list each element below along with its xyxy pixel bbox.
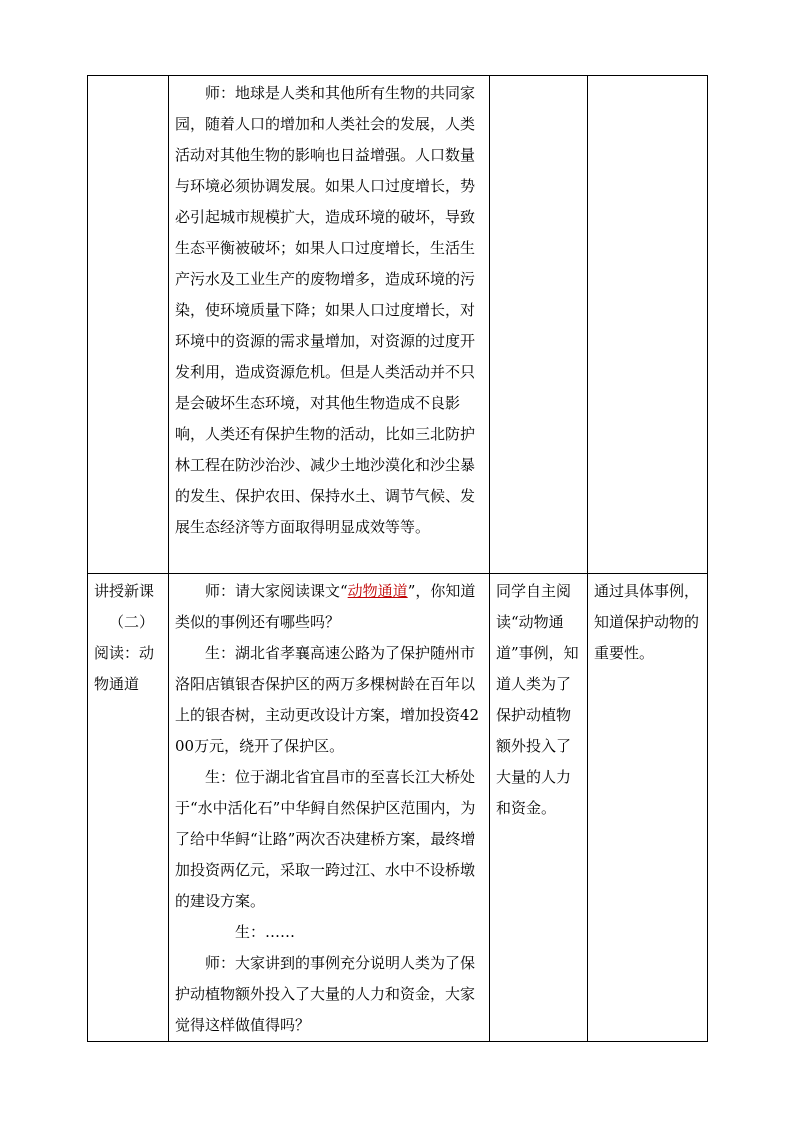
design-intent-cell [588,76,708,574]
teacher-question-prefix: 师：请大家阅读课文“ [205,582,348,600]
student-activity-text: 同学自主阅读“动物通道”事例，知道人类为了保护动植物额外投入了大量的人力和资金。 [496,582,579,817]
animal-passage-link[interactable]: 动物通道 [347,582,408,600]
design-intent-text: 通过具体事例，知道保护动物的重要性。 [594,582,700,662]
stage-cell [88,76,169,574]
student-answer-3: 生：…… [235,923,296,941]
table-row [88,574,708,1042]
lesson-plan-table [87,75,708,1042]
student-answer-1: 生：湖北省孝襄高速公路为了保护随州市洛阳店镇银杏保护区的两万多棵树龄在百年以上的银杏树，主动更改设计方案，增加投资4200万元，绕开了保护区。 [175,644,480,755]
student-answer-2: 生：位于湖北省宜昌市的至喜长江大桥处于“水中活化石”中华鲟自然保护区范围内，为了给中华鲟“让路”两次否决建桥方案，最终增加投资两亿元，采取一跨过江、水中不设桥墩的建设方案。 [175,768,476,910]
teacher-question-suffix: ”，你知道类似的事例还有哪些吗？ [175,582,476,631]
table-row [88,76,708,574]
student-activity-cell [490,76,588,574]
stage-cell [88,574,169,1042]
teacher-paragraph: 师：地球是人类和其他所有生物的共同家园，随着人口的增加和人类社会的发展，人类活动对其他生物的影响也日益增强。人口数量与环境必须协调发展。如果人口过度增长，势必引起城市规模扩大，造成环境的破坏，导致生态平衡被破坏；如果人口过度增长，生活生产污水及工业生产的废物增多，造成环境的污染，使环境质量下降；如果人口过度增长，对环境中的资源的需求量增加，对资源的过度开发利用，造成资源危机。但是人类活动并不只是会破坏生态环境，对其他生物造成不良影响，人类还有保护生物的活动，比如三北防护林工程在防沙治沙、减少土地沙漠化和沙尘暴的发生、保护农田、保持水土、调节气候、发展生态经济等方面取得明显成效等等。 [175,84,476,536]
stage-title: 讲授新课 [94,582,155,600]
teaching-content-cell [169,574,490,1042]
teacher-summary: 师：大家讲到的事例充分说明人类为了保护动植物额外投入了大量的人力和资金，大家觉得这样做值得吗？ [175,954,476,1034]
design-intent-cell [588,574,708,1042]
stage-subtitle: （二）阅读：动物通道 [94,613,155,693]
student-activity-cell [490,574,588,1042]
teaching-content-cell [169,76,490,574]
teacher-question [175,576,483,638]
